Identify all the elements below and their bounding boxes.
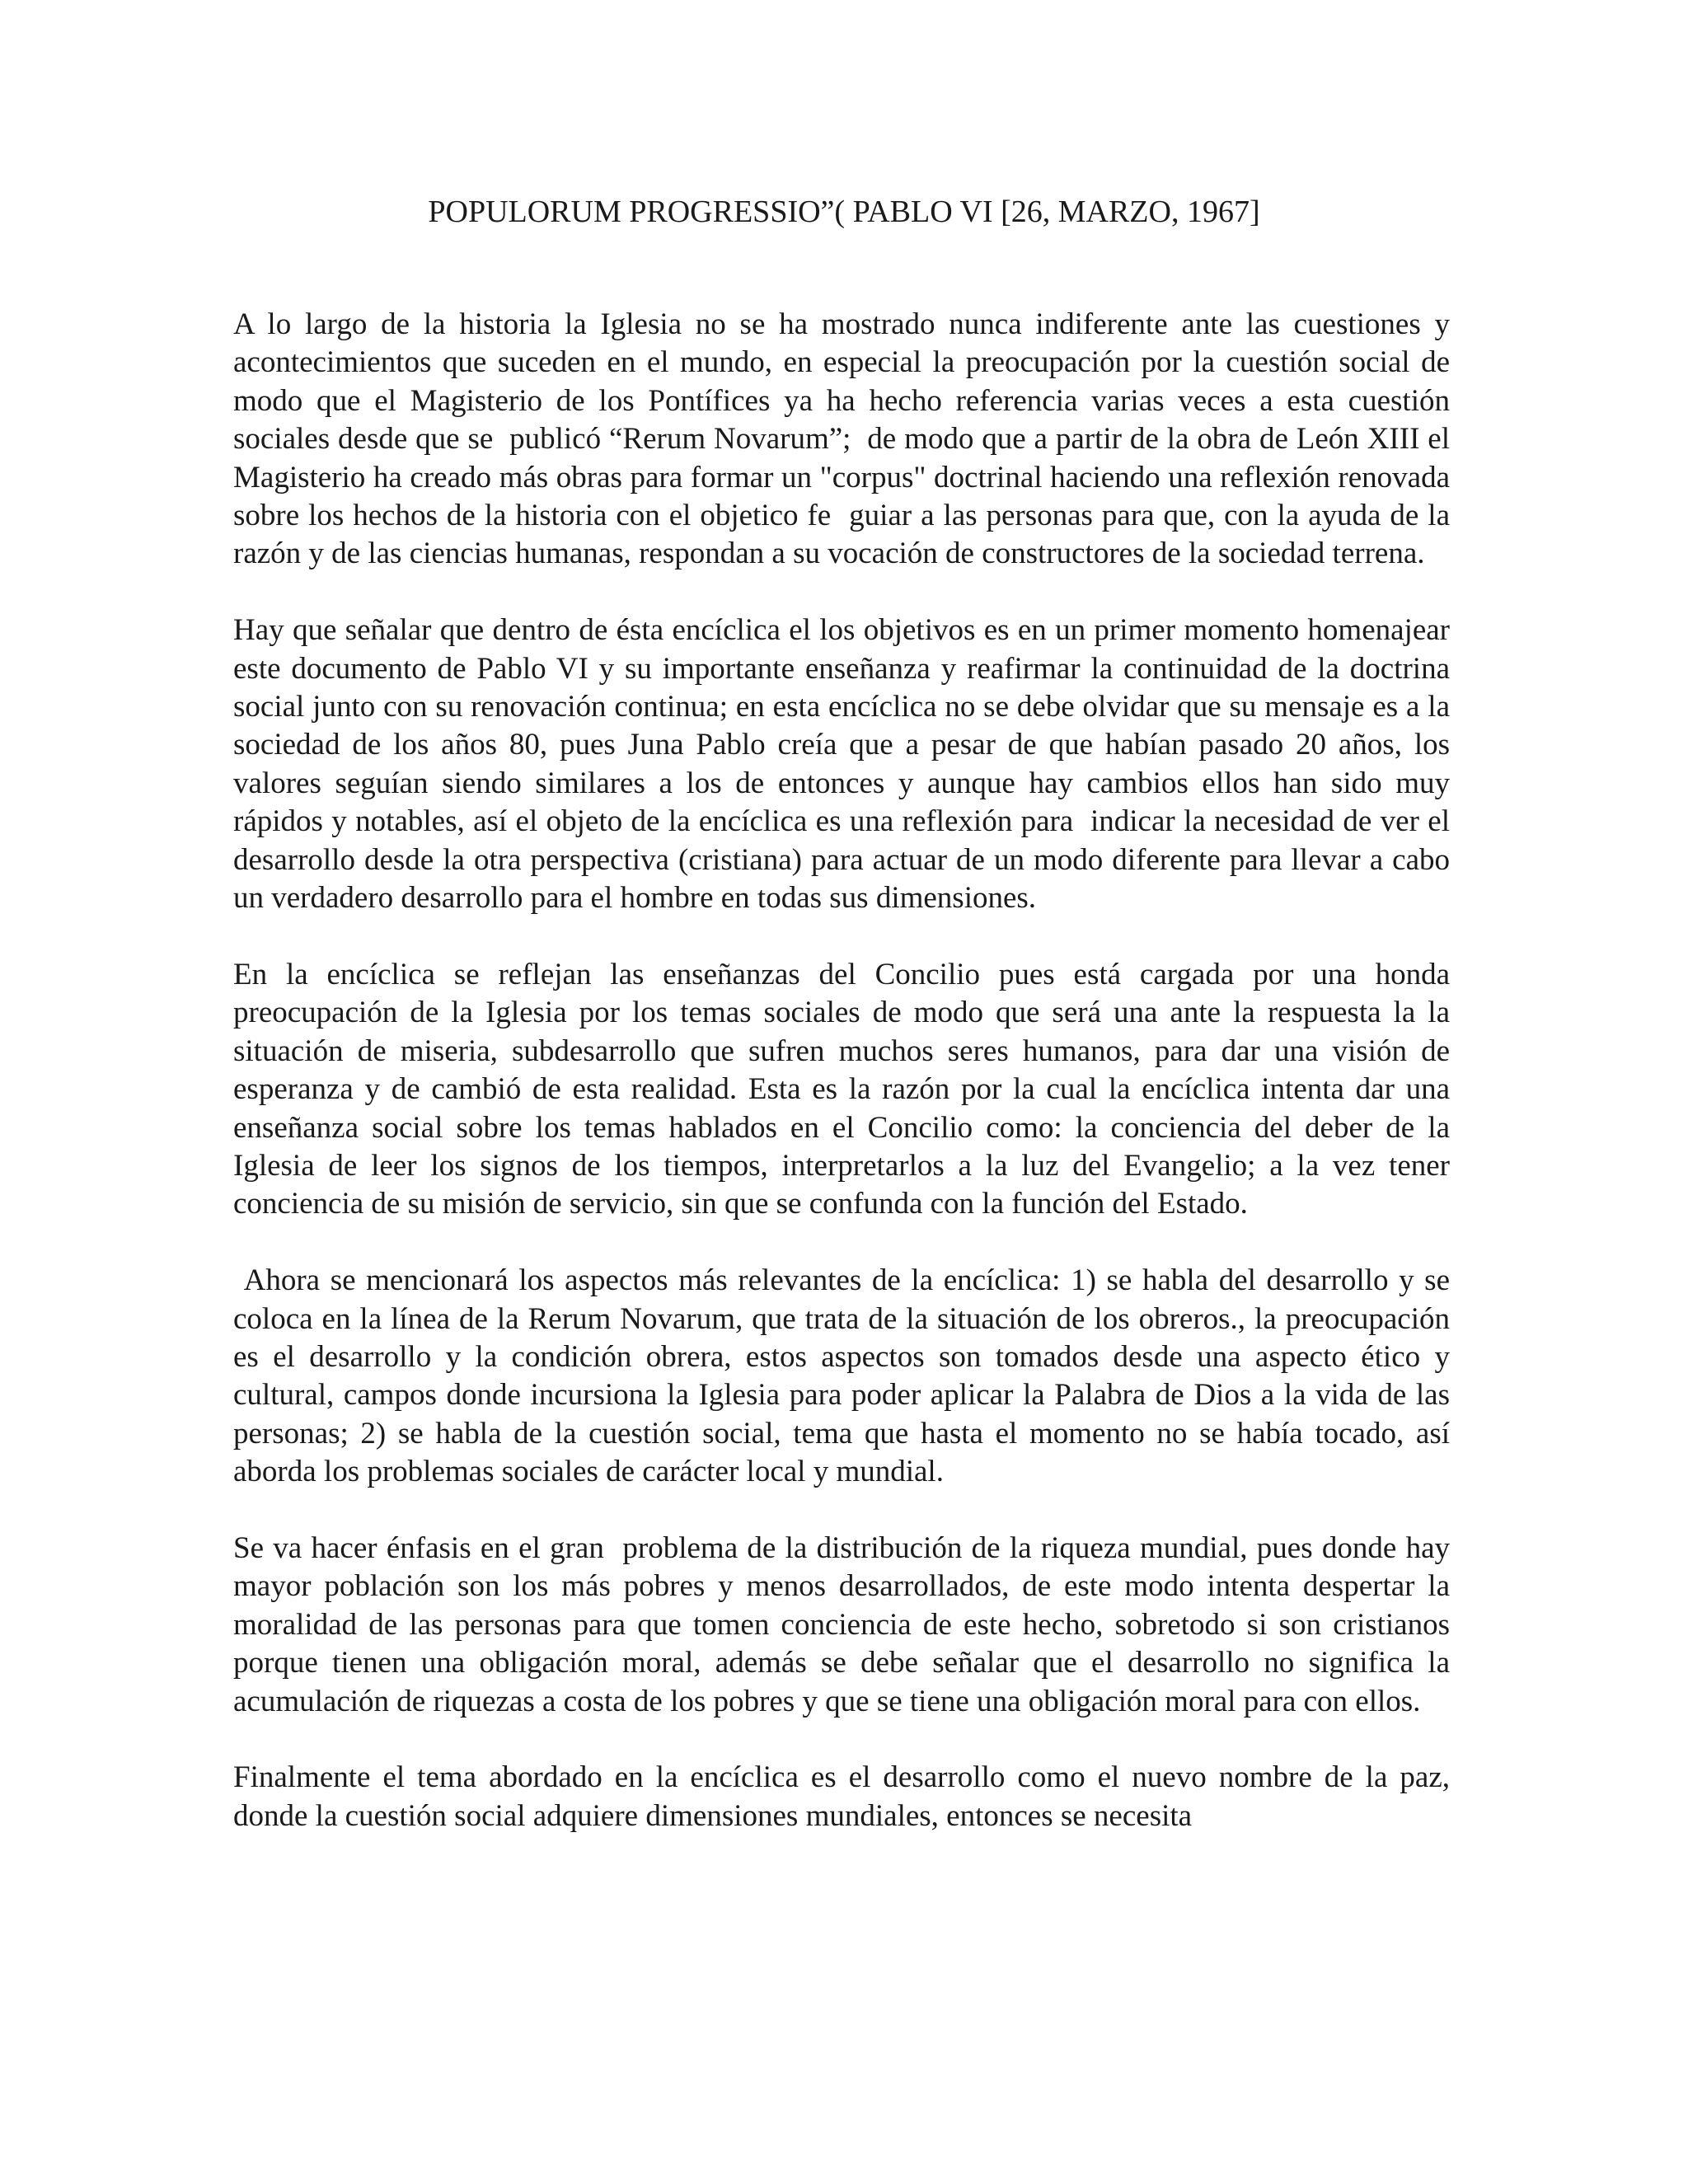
paragraph-1: A lo largo de la historia la Iglesia no se ha mostrado nunca indiferente ante las cuestiones y acontecimientos que suceden en el mundo, en especial la preocupación por la cuestión social de modo que el Magisterio de los Pontífices ya ha hecho referencia varias veces a esta cuestión sociales desde que se publicó “Rerum Novarum”; de modo que a partir de la obra de León XIII el Magisterio ha creado más obras para formar un "corpus" doctrinal haciendo una reflexión renovada sobre los hechos de la historia con el objetico fe guiar a las personas para que, con la ayuda de la razón y de las ciencias humanas, respondan a su vocación de constructores de la sociedad terrena. — [233, 307, 1458, 571]
document-title: POPULORUM PROGRESSIO”( PABLO VI [26, MARZO, 1967] — [428, 194, 1260, 229]
paragraph-2: Hay que señalar que dentro de ésta encíclica el los objetivos es en un primer momento homenajear este documento de Pablo VI y su importante enseñanza y reafirmar la continuidad de la doctrina social junto con su renovación continua; en esta encíclica no se debe olvidar que su mensaje es a la sociedad de los años 80, pues Juna Pablo creía que a pesar de que habían pasado 20 años, los valores seguían siendo similares a los de entonces y aunque hay cambios ellos han sido muy rápidos y notables, así el objeto de la encíclica es una reflexión para indicar la necesidad de ver el desarrollo desde la otra perspectiva (cristiana) para actuar de un modo diferente para llevar a cabo un verdadero desarrollo para el hombre en todas sus dimensiones. — [233, 613, 1458, 916]
paragraph-5: Se va hacer énfasis en el gran problema de la distribución de la riqueza mundial, pues donde hay mayor población son los más pobres y menos desarrollados, de este modo intenta despertar la moralidad de las personas para que tomen conciencia de este hecho, sobretodo si son cristianos porque tienen una obligación moral, además se debe señalar que el desarrollo no significa la acumulación de riquezas a costa de los pobres y que se tiene una obligación moral para con ellos. — [233, 1530, 1458, 1718]
paragraph-6: Finalmente el tema abordado en la encíclica es el desarrollo como el nuevo nombre de la paz, donde la cuestión social adquiere dimensiones mundiales, entonces se necesita — [233, 1760, 1458, 1833]
paragraph-4: Ahora se mencionará los aspectos más relevantes de la encíclica: 1) se habla del desarrollo y se coloca en la línea de la Rerum Novarum, que trata de la situación de los obreros., la preocupación es el desarrollo y la condición obrera, estos aspectos son tomados desde una aspecto ético y cultural, campos donde incursiona la Iglesia para poder aplicar la Palabra de Dios a la vida de las personas; 2) se habla de la cuestión social, tema que hasta el momento no se había tocado, así aborda los problemas sociales de carácter local y mundial. — [233, 1263, 1458, 1489]
document-body — [233, 306, 1458, 1874]
paragraph-3: En la encíclica se reflejan las enseñanzas del Concilio pues está cargada por una honda preocupación de la Iglesia por los temas sociales de modo que será una ante la respuesta la la situación de miseria, subdesarrollo que sufren muchos seres humanos, para dar una visión de esperanza y de cambió de esta realidad. Esta es la razón por la cual la encíclica intenta dar una enseñanza social sobre los temas hablados en el Concilio como: la conciencia del deber de la Iglesia de leer los signos de los tiempos, interpretarlos a la luz del Evangelio; a la vez tener conciencia de su misión de servicio, sin que se confunda con la función del Estado. — [233, 957, 1458, 1221]
